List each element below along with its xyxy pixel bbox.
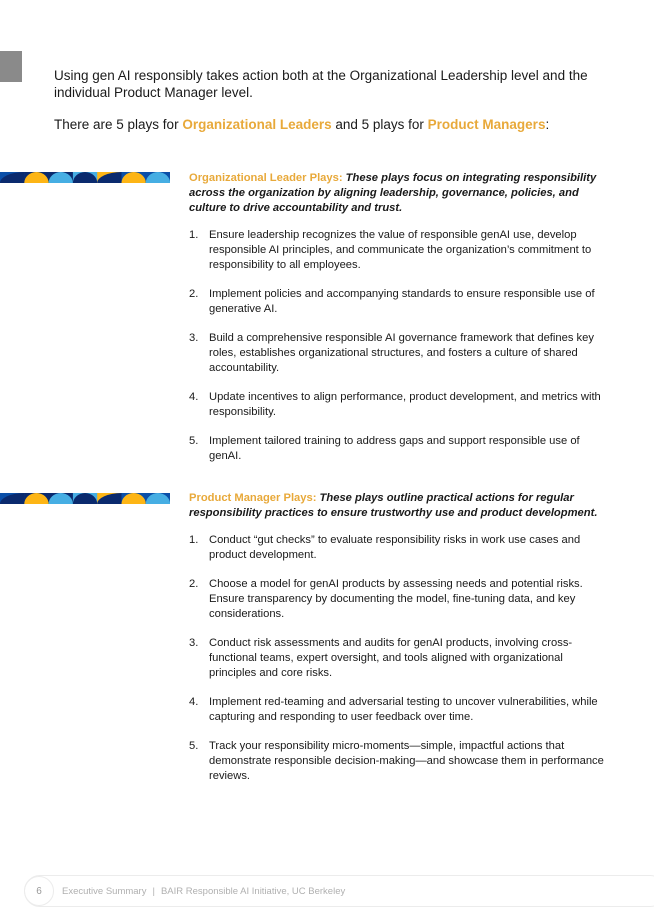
intro-plays — [54, 116, 594, 133]
org-plays-list — [189, 228, 609, 464]
intro — [54, 67, 594, 148]
list-item: 5. Track your responsibility micro-moments—simple, impactful actions that demonstrate responsible decision-making—and showcase them in performance reviews. — [189, 740, 604, 782]
text: : — [545, 117, 550, 132]
decorative-banner — [0, 172, 170, 183]
text: and 5 plays for — [331, 117, 428, 132]
list-item: 2. Choose a model for genAI products by assessing needs and potential risks. Ensure transparency by documenting the model, fine-tuning data, and key considerations. — [189, 578, 583, 620]
pm-highlight: Product Managers — [427, 117, 546, 132]
list-item: 4. Implement red-teaming and adversarial testing to uncover vulnerabilities, while capturing and responding to user feedback over time. — [189, 696, 598, 723]
footer — [24, 875, 654, 907]
org-leaders-highlight: Organizational Leaders — [182, 117, 332, 132]
decorative-banner — [0, 493, 170, 504]
list-item: 4. Update incentives to align performance, product development, and metrics with responsibility. — [189, 391, 601, 418]
intro-text: Using gen AI responsibly takes action both at the Organizational Leadership level and the individual Product Manager level. — [54, 68, 588, 100]
section-description: These plays focus on integrating responsibility across the organization by aligning leadership, governance, policies, and culture to drive accountability and trust. — [189, 172, 597, 214]
list-item: 2. Implement policies and accompanying standards to ensure responsible use of generative AI. — [189, 288, 595, 315]
footer-section: Executive Summary — [62, 885, 147, 897]
footer-separator: | — [152, 885, 155, 897]
org-leader-plays — [189, 171, 609, 478]
footer-org: BAIR Responsible AI Initiative, UC Berkeley — [160, 885, 346, 897]
section-heading — [189, 491, 609, 521]
text: There are 5 plays for — [54, 117, 183, 132]
section-heading — [189, 171, 609, 216]
product-manager-plays — [189, 491, 609, 798]
list-item: 1. Conduct “gut checks” to evaluate responsibility risks in work use cases and product development. — [189, 534, 581, 561]
section-description: These plays outline practical actions for regular responsibility practices to ensure trustworthy use and product development. — [189, 492, 598, 519]
section-label: Organizational Leader Plays: — [189, 172, 343, 184]
pm-plays-list — [189, 533, 609, 784]
page-number: 6 — [24, 876, 54, 906]
page-tab-marker — [0, 51, 22, 82]
list-item: 3. Conduct risk assessments and audits for genAI products, involving cross-functional teams, expert oversight, and tools aligned with organizational principles and core risks. — [189, 637, 573, 679]
section-label: Product Manager Plays: — [189, 492, 317, 504]
list-item: 1. Ensure leadership recognizes the value of responsible genAI use, develop responsible AI principles, and communicate the organization’s commitment to responsibility to all employees. — [189, 229, 592, 271]
list-item: 3. Build a comprehensive responsible AI governance framework that defines key roles, establishes organizational structures, and fosters a culture of shared accountability. — [189, 332, 594, 374]
list-item: 5. Implement tailored training to address gaps and support responsible use of genAI. — [189, 435, 580, 462]
